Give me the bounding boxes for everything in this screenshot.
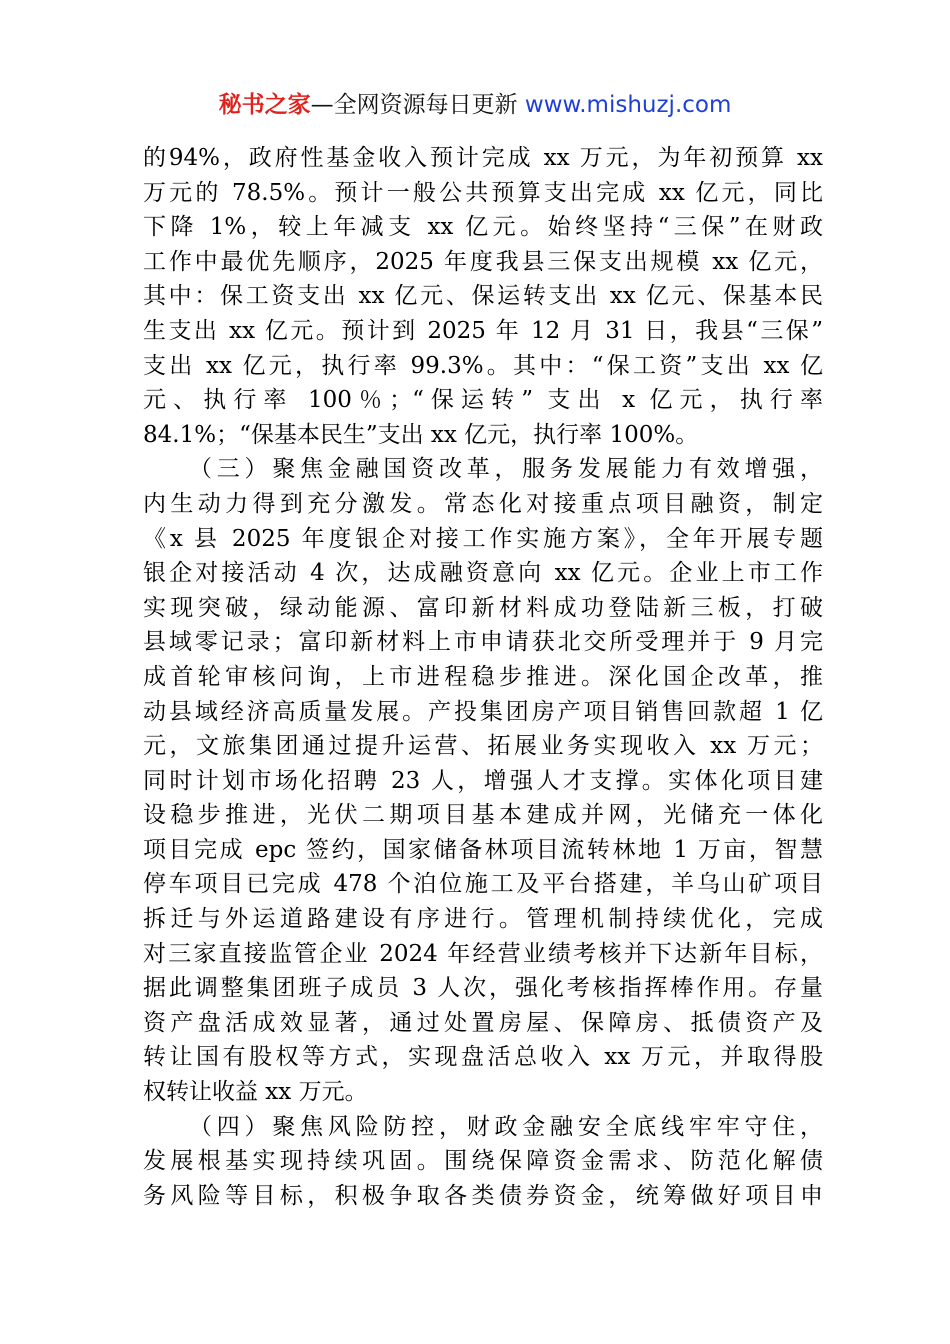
text-line: 实现突破，绿动能源、富印新材料成功登陆新三板，打破 — [143, 594, 823, 621]
text-line: 元、执行率 100％；“保运转” 支出 x 亿元，执行率 — [143, 387, 823, 414]
header-url[interactable]: www.mishuzj.com — [524, 92, 732, 118]
section-heading-line: （四）聚焦风险防控，财政金融安全底线牢牢守住， — [189, 1113, 823, 1140]
text-line: 拆迁与外运道路建设有序进行。管理机制持续优化，完成 — [143, 906, 823, 933]
text-line: 银企对接活动 4 次，达成融资意向 xx 亿元。企业上市工作 — [143, 560, 823, 587]
text-line: 其中：保工资支出 xx 亿元、保运转支出 xx 亿元、保基本民 — [143, 283, 823, 310]
text-line: 发展根基实现持续巩固。围绕保障资金需求、防范化解债 — [143, 1148, 823, 1175]
text-line: 生支出 xx 亿元。预计到 2025 年 12 月 31 日，我县“三保” — [143, 317, 823, 344]
text-line: 内生动力得到充分激发。常态化对接重点项目融资，制定 — [143, 490, 823, 517]
text-line: 支出 xx 亿元，执行率 99.3%。其中：“保工资”支出 xx 亿 — [143, 352, 823, 379]
text-line: 元，文旅集团通过提升运营、拓展业务实现收入 xx 万元； — [143, 733, 823, 760]
text-line: 万元的 78.5%。预计一般公共预算支出完成 xx 亿元，同比 — [143, 179, 823, 206]
text-line: 84.1%；“保基本民生”支出 xx 亿元，执行率 100%。 — [143, 421, 699, 448]
section-heading-line: （三）聚焦金融国资改革，服务发展能力有效增强， — [189, 456, 823, 483]
text-line: 动县域经济高质量发展。产投集团房产项目销售回款超 1 亿 — [143, 698, 823, 725]
text-line: 转让国有股权等方式，实现盘活总收入 xx 万元，并取得股 — [143, 1044, 823, 1071]
text-line: 权转让收益 xx 万元。 — [143, 1079, 368, 1106]
page-header — [0, 88, 950, 122]
text-line: 据此调整集团班子成员 3 人次，强化考核指挥棒作用。存量 — [143, 975, 823, 1002]
text-line: 下降 1%，较上年减支 xx 亿元。始终坚持“三保”在财政 — [143, 214, 823, 241]
text-line: 同时计划市场化招聘 23 人，增强人才支撑。实体化项目建 — [143, 767, 823, 794]
text-line: 对三家直接监管企业 2024 年经营业绩考核并下达新年目标， — [143, 940, 823, 967]
text-line: 《x 县 2025 年度银企对接工作实施方案》，全年开展专题 — [143, 525, 823, 552]
text-line: 停车项目已完成 478 个泊位施工及平台搭建，羊乌山矿项目 — [143, 871, 823, 898]
text-line: 资产盘活成效显著，通过处置房屋、保障房、抵债资产及 — [143, 1009, 823, 1036]
text-line: 的94%，政府性基金收入预计完成 xx 万元，为年初预算 xx — [143, 145, 823, 171]
text-line: 项目完成 epc 签约，国家储备林项目流转林地 1 万亩，智慧 — [143, 836, 823, 863]
text-line: 务风险等目标，积极争取各类债券资金，统筹做好项目申 — [143, 1182, 823, 1209]
header-brand: 秘书之家 — [218, 92, 311, 118]
text-line: 县域零记录；富印新材料上市申请获北交所受理并于 9 月完 — [143, 629, 823, 656]
header-tagline: —全网资源每日更新 — [310, 92, 525, 118]
text-line: 成首轮审核问询，上市进程稳步推进。深化国企改革，推 — [143, 663, 823, 690]
text-line: 工作中最优先顺序，2025 年度我县三保支出规模 xx 亿元， — [143, 248, 823, 275]
document-body — [143, 141, 823, 1213]
text-line: 设稳步推进，光伏二期项目基本建成并网，光储充一体化 — [143, 802, 823, 829]
